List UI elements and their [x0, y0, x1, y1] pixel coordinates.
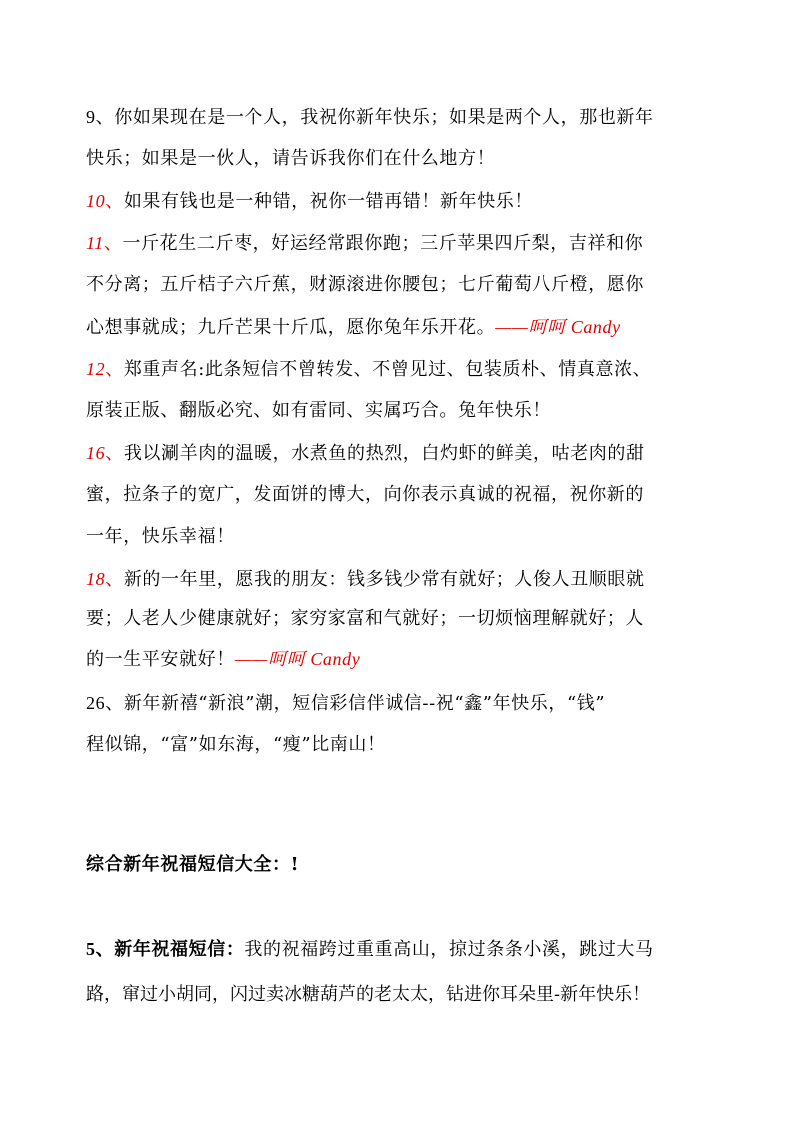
item-number: 26: [86, 693, 106, 713]
item-text: 你如果现在是一个人，我祝你新年快乐；如果是两个人，那也新年: [114, 107, 654, 128]
item-9-line-2: [86, 146, 746, 172]
item-text: 一斤花生二斤枣，好运经常跟你跑；三斤苹果四斤梨，吉祥和你: [122, 233, 644, 254]
item-number: 16: [86, 443, 106, 463]
item-text: 程似锦，“富”如东海，“瘦”比南山！: [86, 734, 386, 755]
item-text: 原装正版、翻版必究、如有雷同、实属巧合。兔年快乐！: [86, 400, 551, 421]
item-text: 如果有钱也是一种错，祝你一错再错！新年快乐！: [123, 191, 534, 212]
item-11-line-2: [86, 272, 746, 298]
item-text: 郑重声名:此条短信不曾转发、不曾见过、包装质朴、情真意浓、: [123, 359, 652, 380]
item-18-line-2: [86, 606, 746, 632]
item-separator: 、: [105, 693, 124, 714]
item-text: 要；人老人少健康就好；家穷家富和气就好；一切烦恼理解就好；人: [86, 608, 644, 629]
item-text: 我的祝福跨过重重高山，掠过条条小溪，跳过大马: [244, 939, 654, 960]
item-10-line-1: [86, 188, 746, 215]
item-11-line-1: [86, 230, 746, 257]
item-separator: 、: [95, 939, 115, 960]
item-separator: 、: [105, 443, 124, 464]
item-16-line-2: [86, 482, 746, 508]
item-5-line-2: [86, 982, 746, 1008]
item-separator: 、: [105, 191, 124, 212]
item-text: 新年新禧“新浪”潮，短信彩信伴诚信--祝“鑫”年快乐，“钱”: [123, 693, 606, 714]
item-text: 蜜，拉条子的宽广，发面饼的博大，向你表示真诚的祝福，祝你新的: [86, 484, 644, 505]
item-12-line-1: [86, 356, 746, 383]
item-text: 一年，快乐幸福！: [86, 526, 235, 547]
item-9-line-1: [86, 104, 746, 131]
item-number: 18: [86, 569, 106, 589]
item-text: 新的一年里，愿我的朋友：钱多钱少常有就好；人俊人丑顺眼就: [123, 569, 645, 590]
item-text: 心想事就成；九斤芒果十斤瓜，愿你兔年乐开花。: [86, 317, 496, 338]
item-text: 不分离；五斤桔子六斤蕉，财源滚进你腰包；七斤葡萄八斤橙，愿你: [86, 274, 644, 295]
item-separator: 、: [105, 569, 124, 590]
item-separator: 、: [95, 107, 115, 128]
item-separator: 、: [103, 233, 123, 254]
item-26-line-1: [86, 690, 746, 717]
item-number: 5: [86, 939, 96, 959]
item-26-line-2: [86, 732, 746, 758]
section-heading: 综合新年祝福短信大全：!: [86, 854, 300, 875]
item-title: 新年祝福短信：: [114, 939, 245, 960]
item-number: 9: [86, 107, 96, 127]
item-text: 的一生平安就好！: [86, 649, 235, 670]
item-16-line-1: [86, 440, 746, 467]
item-18-line-1: [86, 566, 746, 593]
item-18-line-3: [86, 646, 746, 673]
item-11-line-3: [86, 314, 746, 341]
item-number: 11: [86, 233, 104, 253]
signature: ——呵呵 Candy: [234, 649, 361, 669]
item-separator: 、: [105, 359, 124, 380]
item-number: 10: [86, 191, 106, 211]
signature: ——呵呵 Candy: [495, 317, 621, 337]
item-16-line-3: [86, 524, 746, 550]
item-number: 12: [86, 359, 106, 379]
item-5-line-1: [86, 936, 746, 963]
item-text: 快乐；如果是一伙人，请告诉我你们在什么地方！: [86, 148, 496, 169]
item-text: 我以涮羊肉的温暖，水煮鱼的热烈，白灼虾的鲜美，咕老肉的甜: [123, 443, 645, 464]
item-12-line-2: [86, 398, 746, 424]
item-text: 路，窜过小胡同，闪过卖冰糖葫芦的老太太，钻进你耳朵里-新年快乐！: [86, 984, 651, 1005]
